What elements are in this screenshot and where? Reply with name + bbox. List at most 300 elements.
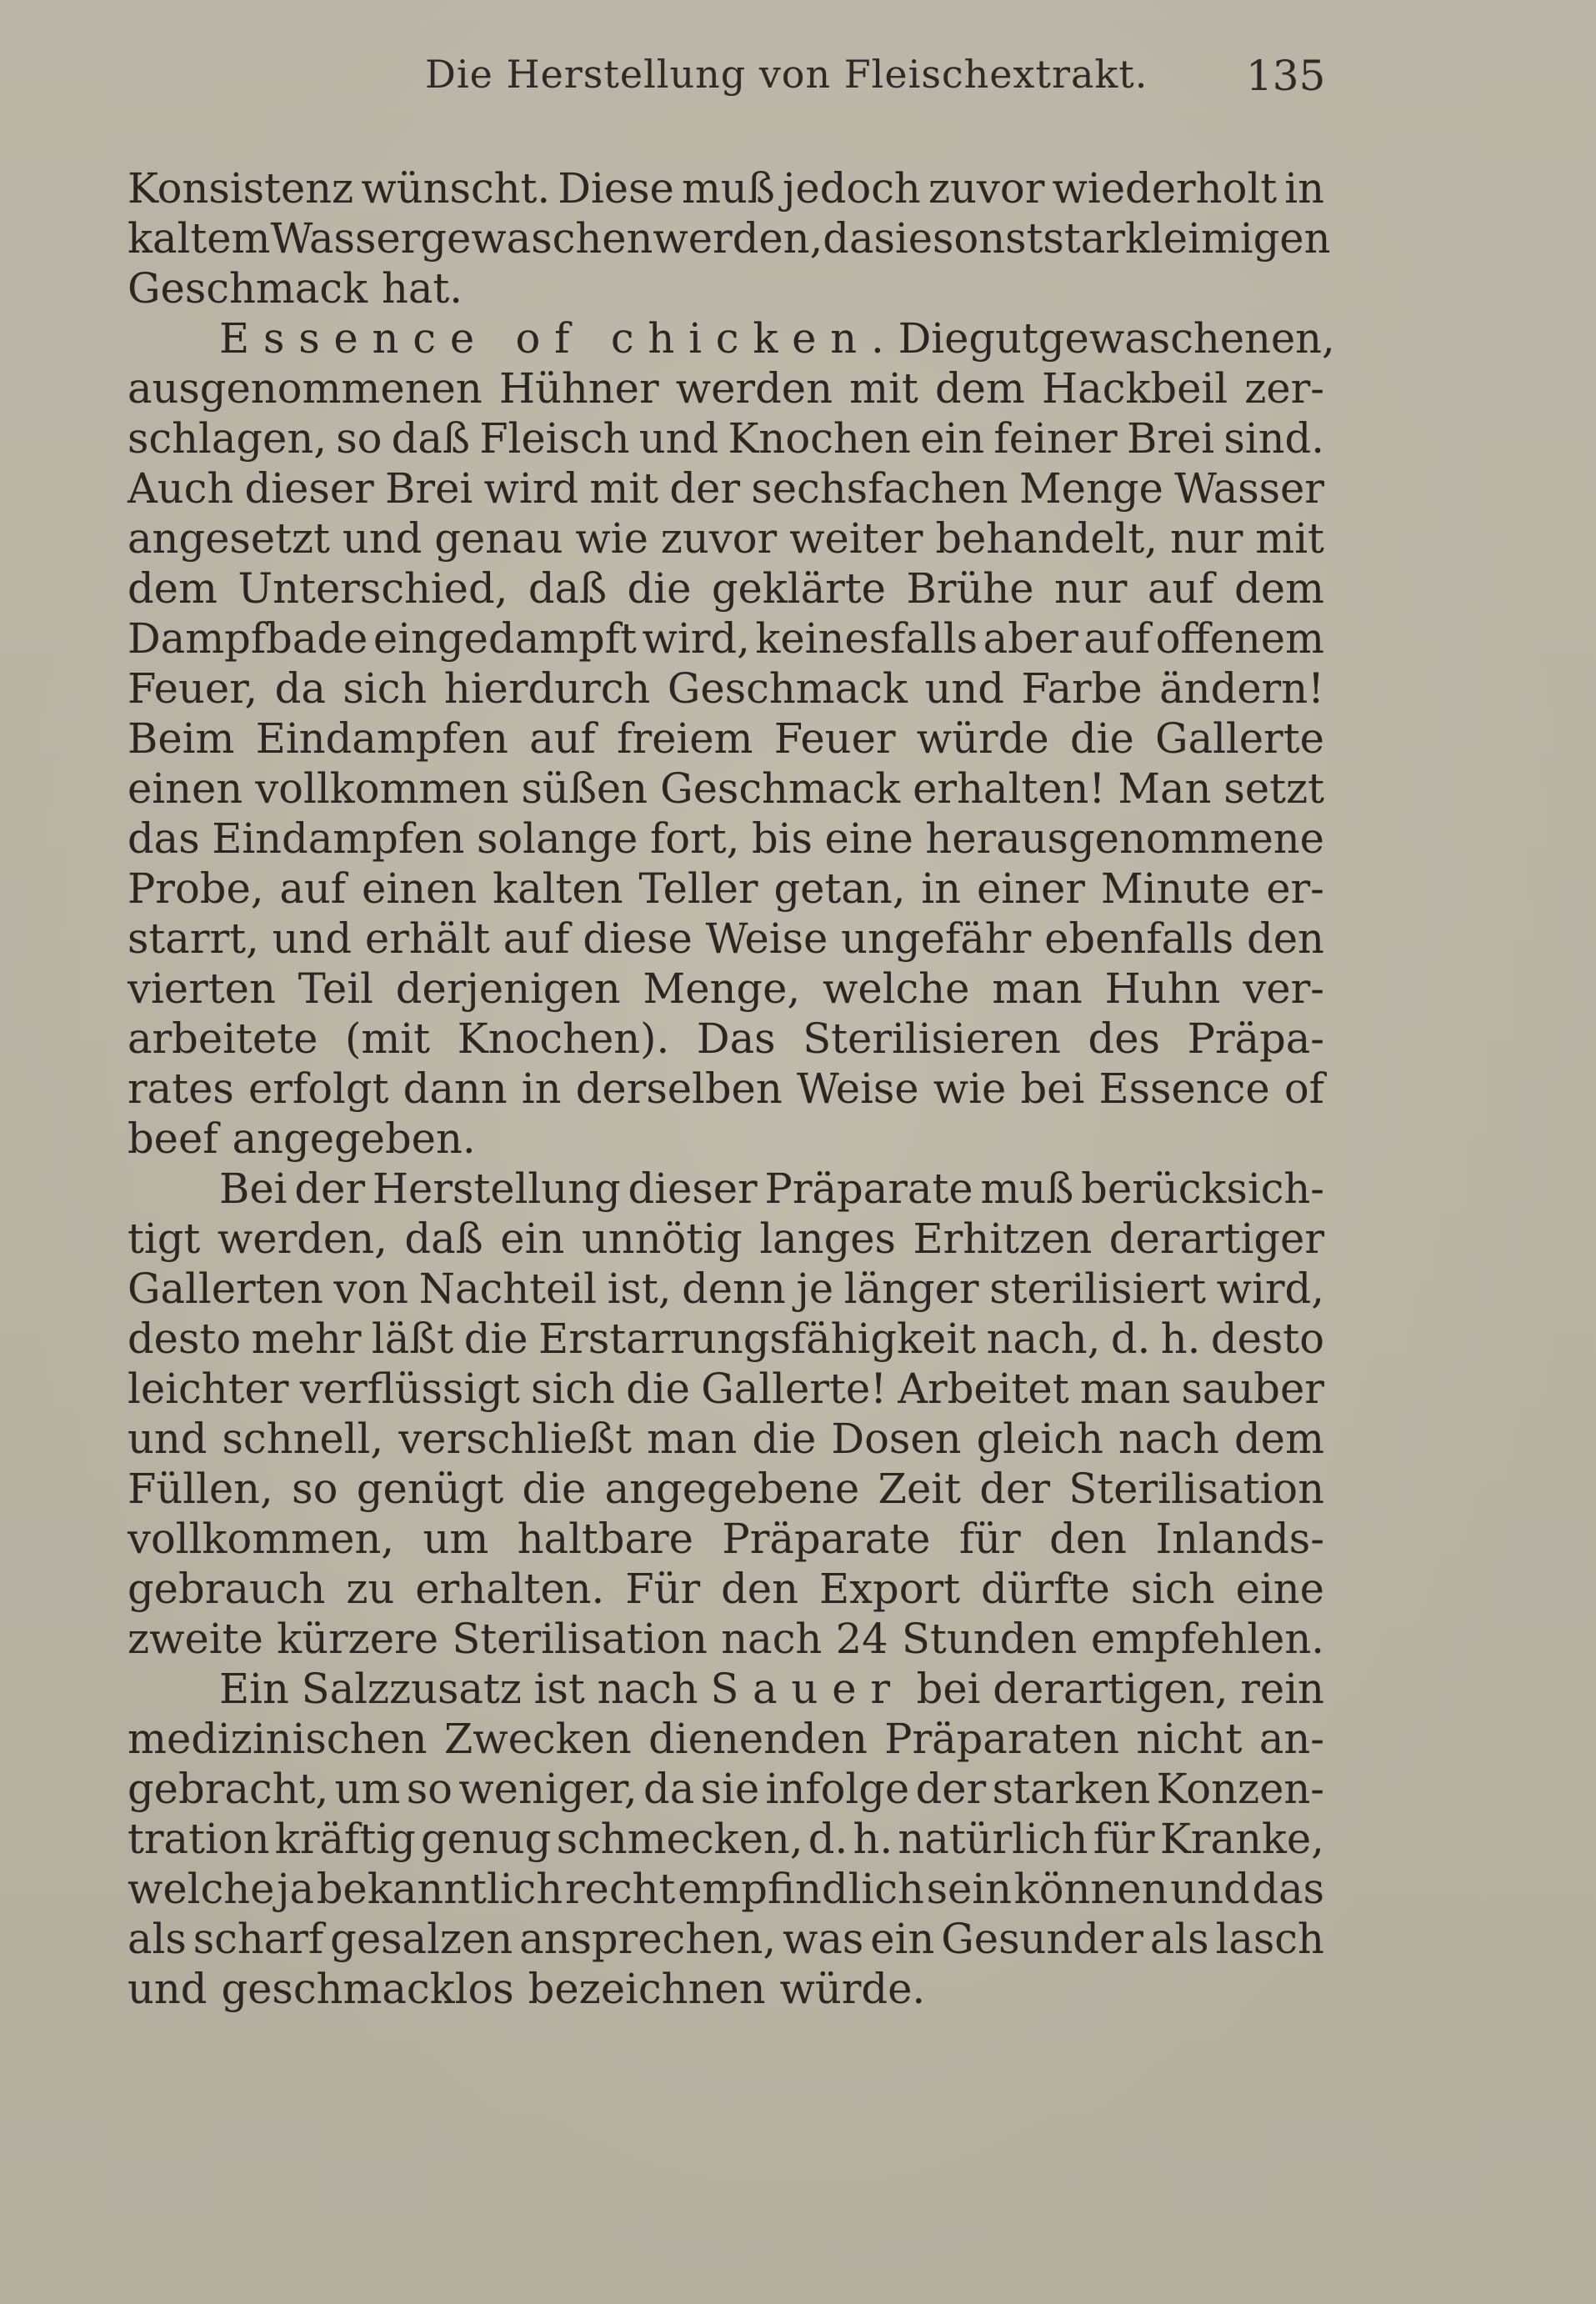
word: medizinischen — [128, 1715, 428, 1763]
word: angegebene — [604, 1465, 860, 1513]
word: da — [274, 664, 326, 713]
word: einen — [362, 864, 478, 913]
word: den — [721, 1565, 798, 1613]
word: getan, — [773, 864, 906, 913]
word: Weise — [705, 914, 828, 963]
word: so — [292, 1465, 338, 1513]
word: Präparaten — [884, 1715, 1120, 1763]
word: tigt — [128, 1215, 201, 1263]
word: kalten — [493, 864, 623, 913]
word: feiner — [993, 414, 1118, 463]
word: Stunden — [902, 1615, 1078, 1663]
word: einer — [976, 864, 1085, 913]
word: gleich — [976, 1415, 1103, 1463]
word: h. — [853, 1815, 893, 1863]
word: ansprechen, — [519, 1915, 777, 1963]
word: welche — [128, 1865, 275, 1913]
word: derselben — [575, 1064, 783, 1113]
word: empfindlich — [678, 1865, 924, 1913]
word: gesalzen — [330, 1915, 513, 1963]
word: Minute — [1100, 864, 1251, 913]
word: würde — [916, 714, 1049, 763]
word: auf — [1083, 614, 1151, 663]
word: Essence — [1098, 1064, 1270, 1113]
word: Zeit — [878, 1465, 961, 1513]
word: bei — [916, 1665, 981, 1713]
word: leimigen — [1149, 214, 1331, 263]
word: (mit — [345, 1014, 431, 1063]
word: sechsfachen — [751, 464, 1008, 513]
word: vierten — [128, 964, 276, 1013]
word: für — [1093, 1815, 1155, 1863]
word: Man — [1118, 764, 1212, 813]
word: weiter — [789, 514, 923, 563]
word: h. — [1160, 1315, 1201, 1363]
word: kürzere — [277, 1615, 438, 1663]
word: dem — [934, 364, 1025, 413]
word: die — [522, 1465, 587, 1513]
word: um — [334, 1765, 401, 1813]
word: verschließt — [398, 1415, 633, 1463]
word: auf — [1147, 564, 1214, 613]
word: mit — [589, 464, 659, 513]
word: hat. — [382, 264, 463, 313]
word: der — [979, 1465, 1050, 1513]
word: um — [423, 1515, 489, 1563]
word: nur — [1169, 514, 1243, 563]
word: ist, — [607, 1265, 672, 1313]
word: daß — [391, 414, 470, 463]
word: Diese — [558, 164, 674, 213]
word: ein — [920, 414, 985, 463]
word: keinesfalls — [755, 614, 978, 663]
word: Gallerte! — [701, 1365, 887, 1413]
word: d. — [808, 1815, 848, 1863]
word: genug — [420, 1815, 552, 1863]
word: langes — [759, 1215, 896, 1263]
word: weniger, — [458, 1765, 638, 1813]
word: ein — [500, 1215, 565, 1263]
word: Salzzusatz — [301, 1665, 522, 1713]
word: sauber — [1181, 1365, 1324, 1413]
word: werden — [675, 364, 833, 413]
text-line — [128, 1764, 1324, 1814]
section-heading: Essence of chicken. — [219, 314, 898, 363]
text-line — [128, 1114, 1324, 1164]
word: leichter — [128, 1365, 289, 1413]
word: würde. — [779, 1965, 926, 2013]
word: mehr — [251, 1315, 362, 1363]
word: Präpa- — [1187, 1014, 1324, 1063]
word: nach — [597, 1665, 698, 1713]
word: eine — [824, 814, 913, 863]
word: Teller — [638, 864, 758, 913]
word: zu — [346, 1565, 395, 1613]
text-line — [128, 213, 1331, 263]
word: berücksich- — [1081, 1165, 1324, 1213]
word: daß — [404, 1215, 483, 1263]
word: als — [1149, 1915, 1209, 1963]
word: desto — [128, 1315, 242, 1363]
text-line — [128, 1064, 1324, 1114]
word: den — [1049, 1515, 1128, 1563]
word: Gallerte — [1155, 714, 1324, 763]
word: süßen — [521, 764, 648, 813]
word: of — [1283, 1064, 1324, 1113]
word: Feuer — [773, 714, 896, 763]
text-line — [128, 263, 1324, 313]
word: offenem — [1155, 614, 1324, 663]
word: auf — [503, 914, 570, 963]
body-text — [128, 163, 1335, 2014]
word: derartiger — [1108, 1215, 1324, 1263]
word: mit — [849, 364, 918, 413]
word: Inlands- — [1155, 1515, 1324, 1563]
word: sein — [926, 1865, 1012, 1913]
word: starrt, — [128, 914, 259, 963]
word: derjenigen — [395, 964, 621, 1013]
word: werden, — [217, 1215, 388, 1263]
word: in — [1284, 164, 1324, 213]
word: wie — [575, 514, 648, 563]
text-line — [128, 864, 1324, 914]
word: da — [643, 1765, 695, 1813]
text-line — [128, 1714, 1324, 1764]
text-line — [128, 914, 1324, 964]
word: erhält — [364, 914, 490, 963]
text-line — [128, 1214, 1324, 1264]
word: so — [406, 1765, 453, 1813]
text-line — [128, 614, 1324, 664]
word: dann — [403, 1064, 508, 1113]
word: zuvor — [660, 514, 778, 563]
text-line — [128, 664, 1324, 714]
word: an- — [1258, 1715, 1324, 1763]
word: der — [669, 464, 741, 513]
text-line — [128, 1014, 1324, 1064]
word: stark — [1043, 214, 1150, 263]
word: Erhitzen — [913, 1215, 1093, 1263]
text-line — [128, 1914, 1324, 1964]
word: Hühner — [498, 364, 659, 413]
word: derartigen, — [993, 1665, 1228, 1713]
word: Wasser — [270, 214, 421, 263]
word: kaltem — [128, 214, 271, 263]
word: man — [1079, 1365, 1171, 1413]
word: Bei — [219, 1165, 288, 1213]
word: Knochen — [728, 414, 911, 463]
word: Huhn — [1104, 964, 1221, 1013]
word: herausgenommene — [925, 814, 1324, 863]
text-line — [128, 1264, 1324, 1314]
word: man — [647, 1415, 738, 1463]
word: je — [796, 1265, 834, 1313]
word: schlagen, — [128, 414, 327, 463]
word: recht — [564, 1865, 676, 1913]
word: die — [752, 1415, 817, 1463]
word: gut — [968, 314, 1038, 363]
word: verflüssigt — [299, 1365, 520, 1413]
word: Herstellung — [372, 1165, 621, 1213]
word: Kranke, — [1159, 1815, 1324, 1863]
word: Brei — [385, 464, 473, 513]
running-title: Die Herstellung von Fleischextrakt. — [425, 52, 1148, 97]
word: Das — [696, 1014, 776, 1063]
word: dem — [1234, 564, 1324, 613]
word: ungefähr — [841, 914, 1032, 963]
word: von — [333, 1265, 409, 1313]
text-line — [128, 413, 1324, 463]
word: arbeitete — [128, 1014, 318, 1063]
word: nur — [1053, 564, 1128, 613]
word: das — [128, 814, 200, 863]
text-line — [128, 1814, 1324, 1864]
word: gebrauch — [128, 1565, 326, 1613]
word: dürfte — [981, 1565, 1110, 1613]
word: sterilisiert — [989, 1265, 1207, 1313]
word: geklärte — [711, 564, 886, 613]
word: sie — [873, 214, 933, 263]
word: was — [783, 1915, 864, 1963]
word: des — [1088, 1014, 1160, 1063]
word: haltbare — [517, 1515, 693, 1563]
text-line — [128, 714, 1324, 764]
word: er- — [1266, 864, 1324, 913]
word: ausgenommenen — [128, 364, 483, 413]
text-line — [128, 313, 1335, 363]
word: der — [294, 1165, 366, 1213]
word: kräftig — [274, 1815, 416, 1863]
word: starken — [992, 1765, 1151, 1813]
word: unnötig — [581, 1215, 743, 1263]
word: Eindampfen — [212, 814, 465, 863]
word: dieser — [628, 1165, 758, 1213]
word: Sterilisation — [452, 1615, 708, 1663]
text-line — [128, 1664, 1324, 1714]
word: Präparate — [764, 1165, 973, 1213]
word: beef — [128, 1114, 218, 1163]
word: Ein — [219, 1665, 289, 1713]
word: sie — [700, 1765, 760, 1813]
word: wird — [483, 464, 579, 513]
word: Für — [625, 1565, 701, 1613]
word: ver- — [1243, 964, 1324, 1013]
word: welche — [823, 964, 970, 1013]
word: Hackbeil — [1042, 364, 1228, 413]
word: Präparate — [722, 1515, 931, 1563]
author-name: Sauer — [710, 1665, 904, 1713]
word: dem — [1233, 1415, 1324, 1463]
word: geschmacklos — [221, 1965, 514, 2013]
word: Unterschied, — [238, 564, 508, 613]
word: wird, — [1216, 1265, 1324, 1313]
word: desto — [1210, 1315, 1324, 1363]
word: in — [521, 1064, 562, 1113]
word: muß — [681, 164, 775, 213]
word: fort, — [649, 814, 740, 863]
word: Menge, — [643, 964, 801, 1013]
word: eine — [1235, 1565, 1324, 1613]
word: natürlich — [898, 1815, 1088, 1863]
word: ändern! — [1159, 664, 1324, 713]
word: Brühe — [906, 564, 1034, 613]
word: den — [1247, 914, 1324, 963]
word: Gallerten — [128, 1265, 323, 1313]
text-line — [128, 814, 1324, 864]
text-line — [128, 764, 1324, 814]
word: 24 — [835, 1615, 888, 1663]
word: Probe, — [128, 864, 264, 913]
word: Export — [818, 1565, 961, 1613]
word: sich — [1130, 1565, 1215, 1613]
word: die — [627, 564, 692, 613]
word: man — [992, 964, 1083, 1013]
word: wie — [933, 1064, 1007, 1113]
word: jedoch — [783, 164, 921, 213]
word: wiederholt — [1052, 164, 1278, 213]
word: und — [638, 414, 719, 463]
word: angesetzt — [128, 514, 330, 563]
word: lasch — [1215, 1915, 1324, 1963]
word: das — [1252, 1865, 1324, 1913]
word: in — [921, 864, 962, 913]
word: gewaschenen, — [1038, 314, 1335, 363]
word: erhalten. — [415, 1565, 605, 1613]
word: Zwecken — [443, 1715, 632, 1763]
word: eingedampft — [373, 614, 637, 663]
word: vollkommen — [255, 764, 509, 813]
text-line — [128, 463, 1324, 513]
word: Nachteil — [418, 1265, 597, 1313]
text-line — [128, 563, 1324, 614]
word: ein — [870, 1915, 935, 1963]
text-line — [128, 964, 1324, 1014]
word: gewaschen — [420, 214, 653, 263]
word: erfolgt — [248, 1064, 389, 1113]
text-line — [128, 1514, 1324, 1564]
word: nach, — [986, 1315, 1101, 1363]
word: Eindampfen — [255, 714, 508, 763]
word: die — [626, 1365, 690, 1413]
word: bei — [1020, 1064, 1085, 1113]
word: behandelt, — [935, 514, 1158, 563]
word: der — [915, 1765, 987, 1813]
word: setzt — [1223, 764, 1324, 813]
word: solange — [476, 814, 638, 863]
text-line — [128, 1964, 1324, 2014]
text-line — [128, 1414, 1324, 1464]
word: auf — [279, 864, 347, 913]
word: freiem — [617, 714, 753, 763]
word: Menge — [1018, 464, 1163, 513]
word: die — [1069, 714, 1134, 763]
word: Die — [898, 314, 969, 363]
word: rates — [128, 1064, 234, 1113]
word: bezeichnen — [528, 1965, 766, 2013]
text-line — [128, 1464, 1324, 1514]
word: Gesunder — [941, 1915, 1143, 1963]
word: schmecken, — [556, 1815, 803, 1863]
word: Geschmack — [128, 264, 368, 313]
word: ist — [533, 1665, 585, 1713]
word: sich — [343, 664, 428, 713]
word: und — [128, 1415, 208, 1463]
word: für — [958, 1515, 1021, 1563]
word: als — [128, 1915, 187, 1963]
word: Teil — [298, 964, 373, 1013]
word: nach — [1118, 1415, 1219, 1463]
word: ebenfalls — [1044, 914, 1234, 963]
word: einen — [128, 764, 243, 813]
word: dem — [128, 564, 218, 613]
word: Fleisch — [479, 414, 630, 463]
word: denn — [682, 1265, 786, 1313]
word: genügt — [356, 1465, 504, 1513]
word: Dampfbade — [128, 614, 368, 663]
word: tration — [128, 1815, 270, 1863]
word: ja — [277, 1865, 314, 1913]
word: Füllen, — [128, 1465, 273, 1513]
word: Geschmack — [667, 664, 908, 713]
word: scharf — [193, 1915, 324, 1963]
word: sonst — [933, 214, 1043, 263]
text-line — [128, 1864, 1324, 1914]
word: Konsistenz — [128, 164, 354, 213]
word: Konzen- — [1156, 1765, 1324, 1813]
word: daß — [528, 564, 608, 613]
word: hierdurch — [443, 664, 651, 713]
word: und — [128, 1965, 208, 2013]
word: zer- — [1244, 364, 1324, 413]
word: Feuer, — [128, 664, 258, 713]
word: sich — [531, 1365, 615, 1413]
text-line — [128, 163, 1324, 213]
word: Farbe — [1021, 664, 1143, 713]
word: mit — [1255, 514, 1324, 563]
text-line — [128, 513, 1324, 563]
word: die — [463, 1315, 528, 1363]
word: Sterilisation — [1068, 1465, 1324, 1513]
word: vollkommen, — [128, 1515, 395, 1563]
word: Dosen — [831, 1415, 962, 1463]
word: empfehlen. — [1090, 1615, 1324, 1663]
word: Arbeitet — [898, 1365, 1069, 1413]
word: bekanntlich — [316, 1865, 563, 1913]
text-line — [128, 1164, 1324, 1214]
word: zuvor — [928, 164, 1045, 213]
word: Weise — [796, 1064, 919, 1113]
word: nicht — [1136, 1715, 1243, 1763]
word: so — [336, 414, 383, 463]
word: und — [1170, 1865, 1250, 1913]
word: dienenden — [648, 1715, 868, 1763]
word: bis — [751, 814, 813, 863]
text-line — [128, 1564, 1324, 1614]
word: angegeben. — [232, 1114, 476, 1163]
word: Geschmack — [660, 764, 901, 813]
word: wünscht. — [361, 164, 551, 213]
word: können — [1013, 1865, 1168, 1913]
word: rein — [1240, 1665, 1324, 1713]
word: gebracht, — [128, 1765, 329, 1813]
word: und — [342, 514, 423, 563]
word: diese — [583, 914, 693, 963]
word: wird, — [642, 614, 750, 663]
word: zweite — [128, 1615, 263, 1663]
word: werden, — [653, 214, 823, 263]
word: Auch — [128, 464, 234, 513]
text-line — [128, 1364, 1324, 1414]
